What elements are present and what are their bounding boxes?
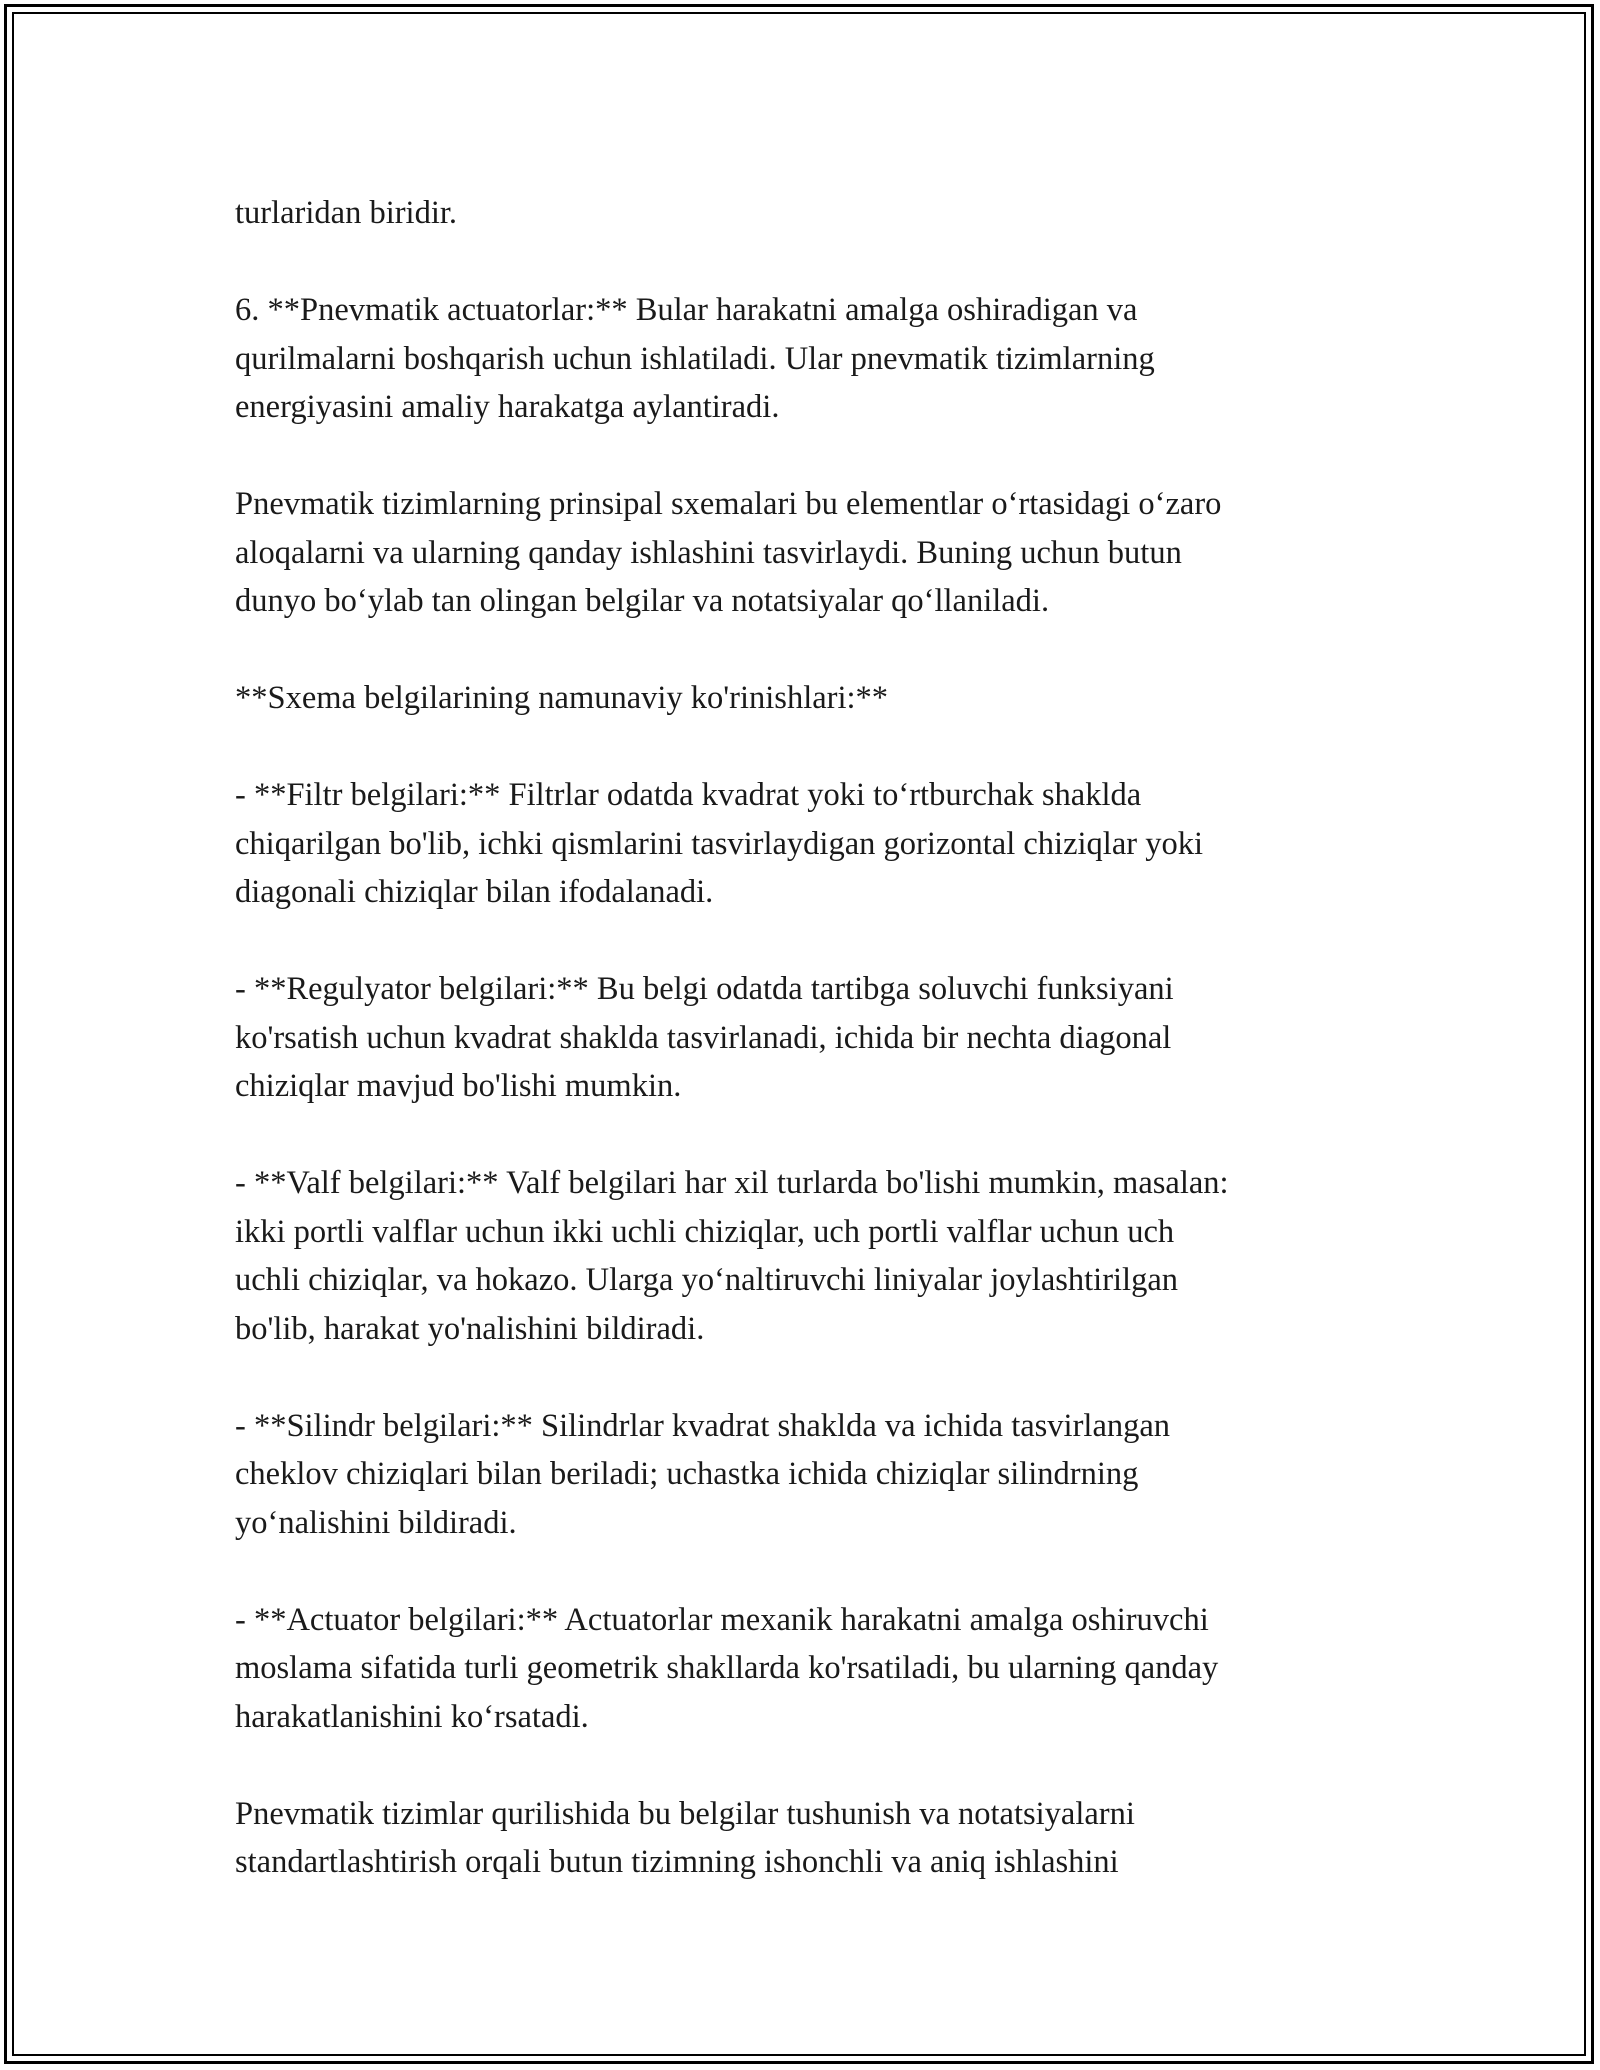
list-item-cylinder-symbols: - **Silindr belgilari:** Silindrlar kvadrat shaklda va ichida tasvirlangan cheklov chiziqlari bilan beriladi; uchastka ichida chiziqlar silindrning yo‘nalishini bildiradi. [235,1407,1171,1541]
list-item-regulator-symbols: - **Regulyator belgilari:** Bu belgi odatda tartibga soluvchi funksiyani ko'rsatish uchun kvadrat shaklda tasvirlanadi, ichida bir nechta diagonal chiziqlar mavjud bo'lishi mumkin. [235,971,1174,1104]
section-heading-symbol-examples: **Sxema belgilarining namunaviy ko'rinishlari:** [235,680,889,716]
paragraph-continuation: turlaridan biridir. [235,195,458,231]
list-item-valve-symbols: - **Valf belgilari:** Valf belgilari har xil turlarda bo'lishi mumkin, masalan: ikki portli valflar uchun ikki uchli chiziqlar, uch portli valflar uchun uch uchli chiziqlar, va hokazo. Ularga yo‘naltiruvchi liniyalar joylashtirilgan bo'lib, harakat yo'nalishini bildiradi. [235,1165,1229,1347]
paragraph-schematics-intro: Pnevmatik tizimlarning prinsipal sxemalari bu elementlar o‘rtasidagi o‘zaro aloqalarni va ularning qanday ishlashini tasvirlaydi. Buning uchun butun dunyo bo‘ylab tan olingan belgilar va notatsiyalar qo‘llaniladi. [235,486,1222,619]
list-item-filter-symbols: - **Filtr belgilari:** Filtrlar odatda kvadrat yoki to‘rtburchak shaklda chiqarilgan bo'lib, ichki qismlarini tasvirlaydigan gorizontal chiziqlar yoki diagonali chiziqlar bilan ifodalanadi. [235,777,1203,910]
paragraph-conclusion: Pnevmatik tizimlar qurilishida bu belgilar tushunish va notatsiyalarni standartlashtirish orqali butun tizimning ishonchli va aniq ishlashini [235,1795,1135,1880]
paragraph-pneumatic-actuators: 6. **Pnevmatik actuatorlar:** Bular harakatni amalga oshiradigan va qurilmalarni boshqarish uchun ishlatiladi. Ular pnevmatik tizimlarning energiyasini amaliy harakatga aylantiradi. [235,292,1155,425]
document-body [235,189,1375,1887]
list-item-actuator-symbols: - **Actuator belgilari:** Actuatorlar mexanik harakatni amalga oshiruvchi moslama sifatida turli geometrik shakllarda ko'rsatiladi, bu ularning qanday harakatlanishini ko‘rsatadi. [235,1601,1219,1735]
